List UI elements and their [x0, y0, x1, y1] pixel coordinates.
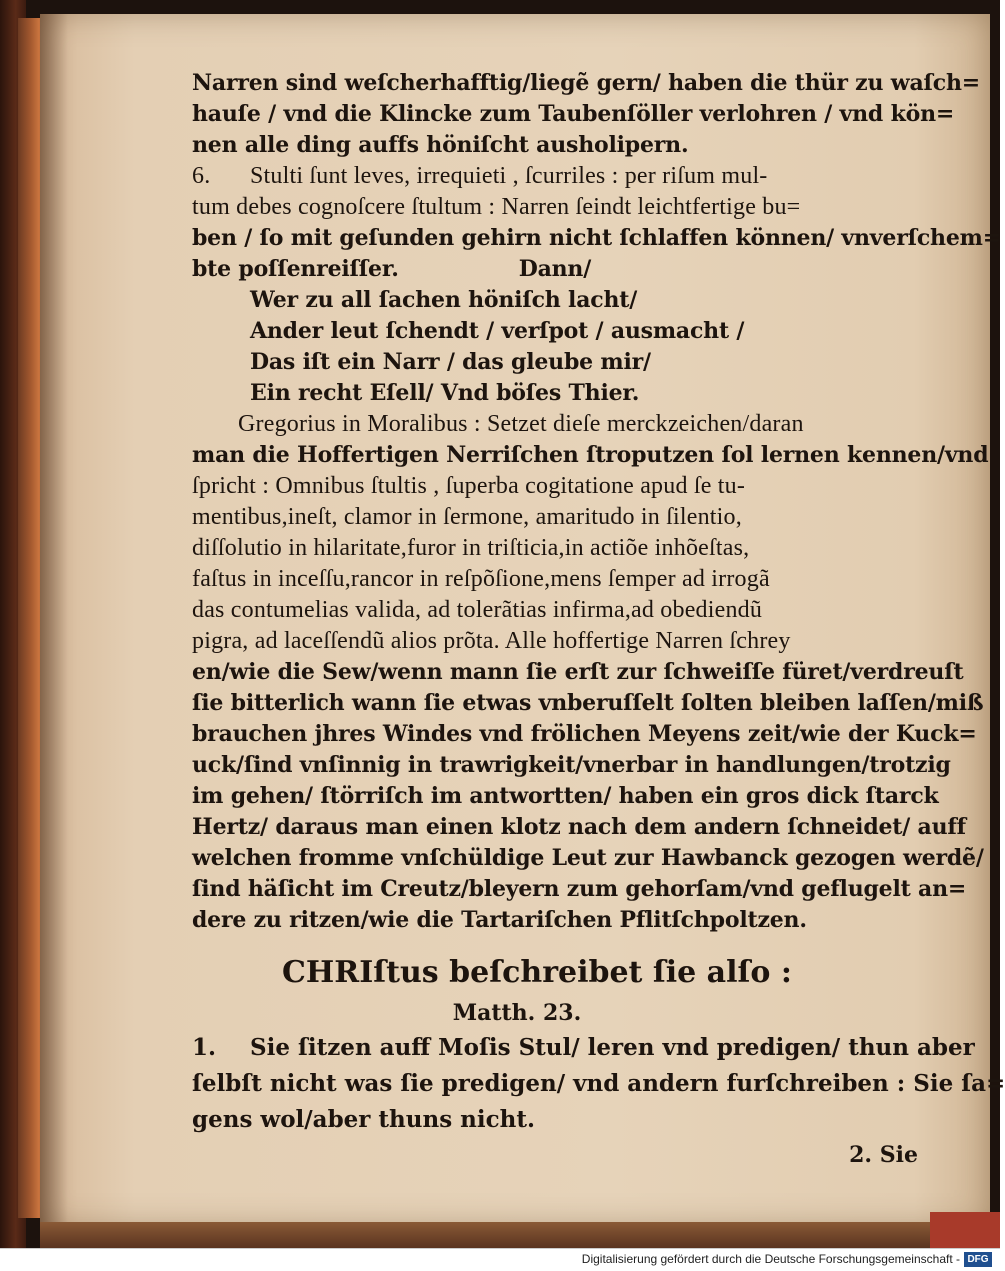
line-text: ſind häſicht im Creutz/bleyern zum gehorſam/vnd geflugelt an=: [192, 876, 967, 902]
line-text: Wer zu all ſachen höniſch lacht/: [250, 287, 638, 313]
text-line: [192, 595, 922, 626]
text-line: [192, 626, 922, 657]
line-text: Stulti ſunt leves, irrequieti , ſcurriles : per riſum mul-: [250, 163, 768, 189]
text-line: [192, 130, 922, 161]
text-lines: [192, 68, 1001, 936]
line-text: im gehen/ ſtörriſch im antwortten/ haben ein gros dick ſtarck: [192, 783, 939, 809]
line-text: ſie bitterlich wann ſie etwas vnberuſſelt ſolten bleiben laſſen/miß: [192, 690, 984, 716]
point-number: 1.: [192, 1034, 217, 1061]
text-line: [192, 719, 977, 750]
text-line: [192, 409, 922, 440]
line-tail-text: Dann/: [518, 256, 592, 282]
line-text: mentibus,ineſt, clamor in ſermone, amaritudo in ſilentio,: [192, 504, 742, 530]
line-text: en/wie die Sew/wenn mann ſie erſt zur ſchweiſſe füret/verdreuſt: [192, 659, 964, 685]
line-text: man die Hoffertigen Nerriſchen ſtroputzen ſol lernen kennen/vnd: [192, 442, 989, 468]
page-bottom-edge: [40, 1222, 990, 1248]
line-text: brauchen jhres Windes vnd frölichen Meyens zeit/wie der Kuck=: [192, 721, 977, 747]
text-line: [192, 564, 922, 595]
text-line: [192, 161, 922, 192]
gutter-shadow: [40, 14, 68, 1226]
text-line: [192, 688, 984, 719]
text-line: [192, 843, 984, 874]
point-1-line-3: gens wol/aber thuns nicht.: [192, 1106, 535, 1133]
line-text: nen alle ding auffs höniſcht ausholipern.: [192, 132, 689, 158]
line-text: hauſe / vnd die Klincke zum Taubenſöller verlohren / vnd kön=: [192, 101, 955, 127]
line-text: Gregorius in Moralibus : Setzet dieſe merckzeichen/daran: [238, 411, 804, 437]
catchword: 2. Sie: [849, 1142, 918, 1168]
cover-corner: [930, 1212, 1000, 1248]
line-text: tum debes cognoſcere ſtultum : Narren ſeindt leichtfertige bu=: [192, 194, 801, 220]
text-line: [192, 223, 1001, 254]
line-text: Hertz/ daraus man einen klotz nach dem andern ſchneidet/ auff: [192, 814, 966, 840]
text-line: [192, 440, 989, 471]
point-1-line-2: ſelbſt nicht was ſie predigen/ vnd andern furſchreiben : Sie ſa=: [192, 1070, 1005, 1097]
line-text: uck/ſind vnſinnig in trawrigkeit/vnerbar in handlungen/trotzig: [192, 752, 951, 778]
text-line: [192, 781, 939, 812]
line-text: das contumelias valida, ad tolerãtias infirma,ad obediendũ: [192, 597, 763, 623]
text-line: [192, 316, 922, 347]
line-text: bte poſſenreiſſer.: [192, 256, 399, 282]
point-text: Sie ſitzen auff Moſis Stul/ leren vnd predigen/ thun aber: [250, 1034, 975, 1061]
text-line: [192, 657, 964, 688]
section-heading: CHRIſtus beſchreibet ſie alſo :: [282, 955, 792, 990]
text-line: [192, 254, 922, 285]
text-line: [192, 192, 922, 223]
text-line: [192, 285, 922, 316]
line-text: pigra, ad laceſſendũ alios prõta. Alle hoffertige Narren ſchrey: [192, 628, 791, 654]
funding-credit: Digitalisierung gefördert durch die Deutsche Forschungsgemeinschaft -: [581, 1252, 960, 1266]
text-line: [192, 874, 967, 905]
text-line: [192, 68, 980, 99]
text-line: [192, 347, 922, 378]
line-text: dere zu ritzen/wie die Tartariſchen Pflitſchpoltzen.: [192, 907, 807, 933]
line-text: faſtus in inceſſu,rancor in reſpõſione,mens ſemper ad irrogã: [192, 566, 770, 592]
paragraph-number: 6.: [192, 163, 211, 189]
text-line: [192, 471, 922, 502]
text-line: [192, 502, 922, 533]
text-line: [192, 750, 951, 781]
point-1-line-1: [192, 1030, 975, 1066]
page-text-block: [192, 68, 1005, 1172]
dfg-logo[interactable]: DFG: [964, 1252, 992, 1267]
text-line: [192, 378, 922, 409]
line-text: diſſolutio in hilaritate,furor in triſticia,in actiõe inhõeſtas,: [192, 535, 750, 561]
text-line: [192, 533, 922, 564]
line-text: Das iſt ein Narr / das gleube mir/: [250, 349, 651, 375]
line-text: welchen fromme vnſchüldige Leut zur Hawbanck gezogen werdẽ/: [192, 845, 984, 871]
line-text: ſpricht : Omnibus ſtultis , ſuperba cogitatione apud ſe tu-: [192, 473, 746, 499]
line-text: Narren sind weſcherhafftig/liegẽ gern/ haben die thür zu waſch=: [192, 70, 980, 96]
bible-reference: Matth. 23.: [452, 1000, 582, 1026]
digitization-footer: [0, 1248, 1000, 1271]
line-text: Ein recht Eſell/ Vnd böſes Thier.: [250, 380, 640, 406]
text-line: [192, 905, 922, 936]
text-line: [192, 99, 955, 130]
text-line: [192, 812, 966, 843]
line-text: Ander leut ſchendt / verſpot / ausmacht /: [250, 318, 745, 344]
line-text: ben / ſo mit geſunden gehirn nicht ſchlaffen können/ vnverſchem=: [192, 225, 1001, 251]
